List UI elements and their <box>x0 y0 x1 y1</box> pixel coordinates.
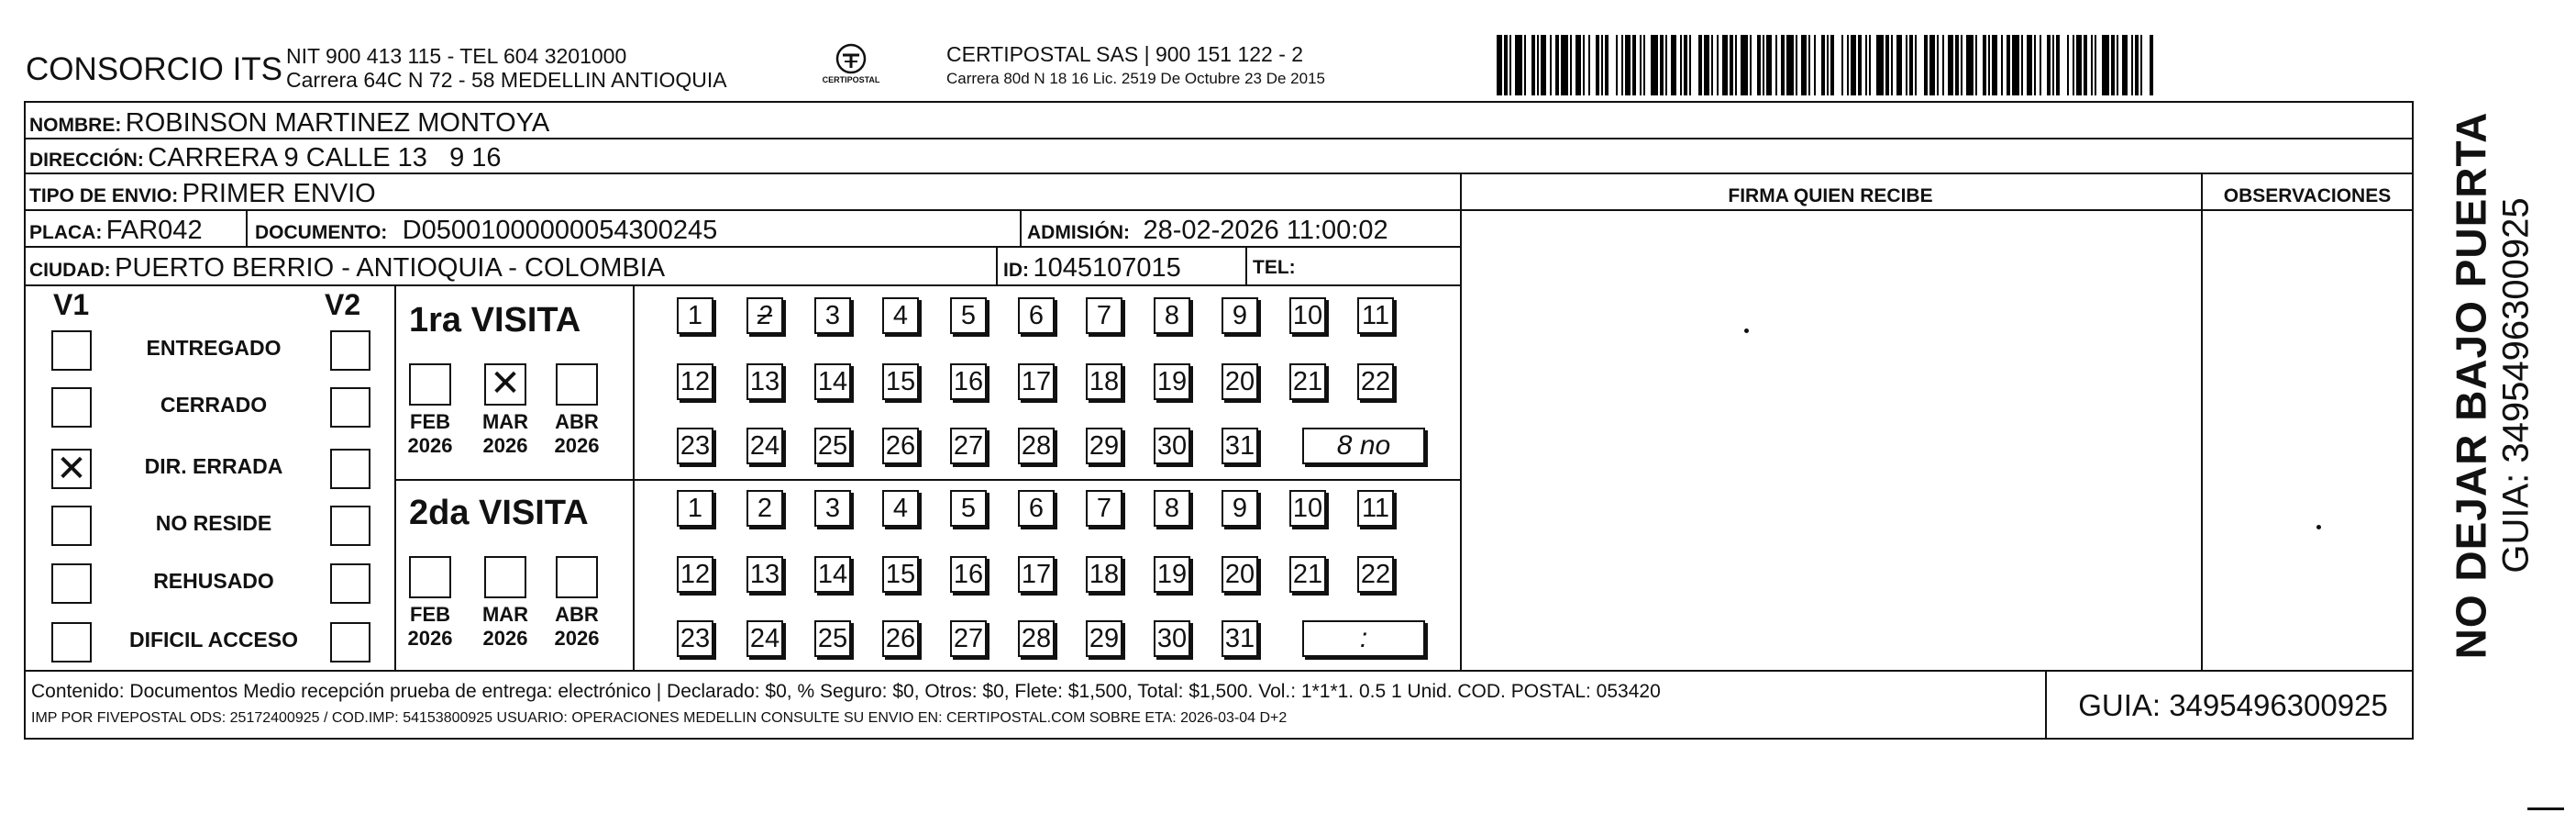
day-box[interactable]: 6 <box>1018 297 1055 334</box>
day-box[interactable]: 24 <box>746 428 783 464</box>
barcode-bar <box>2012 35 2019 95</box>
side-guia-text: GUIA: 3495496300925 <box>2495 197 2537 573</box>
day-box[interactable]: 9 <box>1222 490 1258 527</box>
barcode-bar <box>2076 35 2082 95</box>
barcode-bar <box>1684 35 1687 95</box>
day-box[interactable]: 6 <box>1018 490 1055 527</box>
day-box[interactable]: 29 <box>1086 620 1122 657</box>
barcode-bar <box>1988 35 1990 95</box>
month-year: 2026 <box>407 627 453 650</box>
day-box[interactable]: 26 <box>882 620 919 657</box>
day-box[interactable]: 27 <box>950 620 987 657</box>
month-year: 2026 <box>482 434 528 457</box>
barcode-bar <box>2007 35 2010 95</box>
status-option-label: DIFICIL ACCESO <box>128 628 298 651</box>
company-name: CONSORCIO ITS <box>26 51 283 87</box>
barcode-bar <box>1561 35 1568 95</box>
barcode-bar <box>1885 35 1889 95</box>
edge-mark <box>2527 807 2564 810</box>
barcode-bar <box>1858 35 1862 95</box>
day-box[interactable]: 8 <box>1154 297 1190 334</box>
mark-dot <box>1744 328 1749 333</box>
direccion-label: DIRECCIÓN: <box>29 150 144 171</box>
day-box[interactable]: 20 <box>1222 363 1258 400</box>
day-box[interactable]: 7 <box>1086 490 1122 527</box>
v2-checkbox[interactable] <box>330 330 370 371</box>
barcode-bar <box>2067 35 2069 95</box>
month-checkbox[interactable] <box>556 363 598 406</box>
barcode-bar <box>1570 35 1572 95</box>
v1-checkbox[interactable]: ✕ <box>51 449 92 489</box>
ciudad-value: PUERTO BERRIO - ANTIOQUIA - COLOMBIA <box>115 253 666 283</box>
documento-value: D05001000000054300245 <box>402 216 718 245</box>
day-box[interactable]: 15 <box>882 556 919 593</box>
day-box[interactable]: 22 <box>1357 556 1394 593</box>
day-box[interactable]: 21 <box>1289 363 1326 400</box>
barcode-bar <box>2095 35 2096 95</box>
barcode-bar <box>1869 35 1871 95</box>
observaciones-label: OBSERVACIONES <box>2223 185 2392 206</box>
no-dejar-text: NO DEJAR BAJO PUERTA <box>2447 111 2495 660</box>
month-checkbox[interactable] <box>484 556 526 598</box>
barcode-bar <box>1865 35 1867 95</box>
barcode-bar <box>1504 35 1508 95</box>
footer-content: Contenido: Documentos Medio recepción prueba de entrega: electrónico | Declarado: $0, % Seguro: $0, Otros: $0, Flete: $1,500, Total: $1,500. Vol.: 1*1*1. 0.5 1 Unid. COD. POSTAL: 053420 <box>31 681 1661 702</box>
day-box[interactable]: 16 <box>950 556 987 593</box>
month-checkbox[interactable]: ✕ <box>484 363 526 406</box>
certipostal-logo <box>822 40 880 92</box>
barcode-bar <box>1555 35 1559 95</box>
day-box[interactable]: 25 <box>814 620 851 657</box>
barcode-bar <box>2117 35 2118 95</box>
v2-checkbox[interactable] <box>330 506 370 546</box>
barcode-bar <box>1524 35 1526 95</box>
day-box[interactable]: 12 <box>677 556 713 593</box>
barcode-bar <box>1896 35 1902 95</box>
logo-text: CERTIPOSTAL <box>822 75 880 84</box>
barcode-bar <box>2102 35 2109 95</box>
status-option-label: REHUSADO <box>153 569 274 593</box>
v2-checkbox[interactable] <box>330 449 370 489</box>
barcode-bar <box>1665 35 1667 95</box>
direccion-value: CARRERA 9 CALLE 13 9 16 <box>148 143 502 173</box>
barcode-bar <box>2034 35 2036 95</box>
visit-title: 1ra VISITA <box>409 301 581 340</box>
nombre-value: ROBINSON MARTINEZ MONTOYA <box>125 108 550 138</box>
barcode-bar <box>1550 35 1552 95</box>
day-box[interactable]: 22 <box>1357 363 1394 400</box>
barcode-bar <box>1583 35 1585 95</box>
day-box[interactable]: 11 <box>1357 297 1394 334</box>
day-box[interactable]: 16 <box>950 363 987 400</box>
barcode-bar <box>2001 35 2003 95</box>
day-box[interactable]: 24 <box>746 620 783 657</box>
day-box[interactable]: 29 <box>1086 428 1122 464</box>
day-box[interactable]: 4 <box>882 297 919 334</box>
barcode-bar <box>1966 35 1973 95</box>
status-option-label: CERRADO <box>160 393 268 417</box>
nombre-label: NOMBRE: <box>29 115 122 136</box>
status-option-label: ENTREGADO <box>146 336 282 360</box>
barcode-bar <box>1575 35 1581 95</box>
day-box[interactable]: 13 <box>746 556 783 593</box>
v1-checkbox[interactable] <box>51 506 92 546</box>
month-checkbox[interactable] <box>409 556 451 598</box>
certipostal-info: CERTIPOSTAL SAS | 900 151 122 - 2 <box>946 42 1304 66</box>
barcode-bar <box>1942 35 1944 95</box>
barcode-bar <box>1730 35 1733 95</box>
barcode-bar <box>1735 35 1737 95</box>
month-checkbox[interactable] <box>409 363 451 406</box>
barcode-bar <box>1929 35 1935 95</box>
barcode-bar <box>1605 35 1609 95</box>
day-box[interactable]: 1 <box>677 297 713 334</box>
barcode-bar <box>1961 35 1962 95</box>
barcode-bar <box>1906 35 1907 95</box>
status-option-label: DIR. ERRADA <box>144 454 283 478</box>
barcode-bar <box>1801 35 1807 95</box>
day-box[interactable]: 3 <box>814 297 851 334</box>
barcode-bar <box>1621 35 1623 95</box>
v2-checkbox[interactable] <box>330 622 370 663</box>
barcode-bar <box>2073 35 2074 95</box>
barcode-bar <box>1948 35 1953 95</box>
barcode-bar <box>1924 35 1928 95</box>
barcode-bar <box>1671 35 1676 95</box>
day-box[interactable]: 21 <box>1289 556 1326 593</box>
barcode-bar <box>1750 35 1752 95</box>
barcode-bar <box>1909 35 1913 95</box>
day-box[interactable]: 18 <box>1086 556 1122 593</box>
v2-checkbox[interactable] <box>330 563 370 604</box>
v1-checkbox[interactable] <box>51 622 92 663</box>
certipostal-license: Carrera 80d N 18 16 Lic. 2519 De Octubre 23 De 2015 <box>946 70 1325 87</box>
barcode-bar <box>1704 35 1709 95</box>
tel-label: TEL: <box>1253 257 1296 278</box>
barcode-bar <box>1588 35 1590 95</box>
company-nit: NIT 900 413 115 - TEL 604 3201000 <box>286 44 627 68</box>
day-box[interactable]: 25 <box>814 428 851 464</box>
v1-checkbox[interactable] <box>51 563 92 604</box>
day-box[interactable]: 10 <box>1289 297 1326 334</box>
firma-label: FIRMA QUIEN RECIBE <box>1728 185 1933 206</box>
barcode-bar <box>1763 35 1764 95</box>
admision-label: ADMISIÓN: <box>1027 222 1130 243</box>
day-box[interactable]: 27 <box>950 428 987 464</box>
barcode-bar <box>2135 35 2139 95</box>
barcode-bar <box>1711 35 1713 95</box>
month-name: FEB <box>410 410 450 433</box>
month-year: 2026 <box>407 434 453 457</box>
day-box[interactable]: 14 <box>814 363 851 400</box>
month-year: 2026 <box>554 434 600 457</box>
barcode-bar <box>1596 35 1599 95</box>
day-box[interactable]: 30 <box>1154 620 1190 657</box>
barcode-bar <box>1643 35 1645 95</box>
barcode-bar <box>1741 35 1748 95</box>
month-name: FEB <box>410 603 450 626</box>
barcode-bar <box>1640 35 1642 95</box>
barcode-bar <box>2047 35 2051 95</box>
day-box[interactable]: 3 <box>814 490 851 527</box>
barcode-bar <box>1975 35 1977 95</box>
day-box[interactable]: 5 <box>950 297 987 334</box>
barcode-bar <box>1616 35 1618 95</box>
day-box[interactable]: 1 <box>677 490 713 527</box>
day-box[interactable]: 10 <box>1289 490 1326 527</box>
v1-checkbox[interactable] <box>51 330 92 371</box>
admision-value: 28-02-2026 11:00:02 <box>1143 216 1388 245</box>
barcode-bar <box>1796 35 1797 95</box>
barcode-bar <box>1851 35 1856 95</box>
barcode-bar <box>1541 35 1546 95</box>
day-box[interactable]: 18 <box>1086 363 1122 400</box>
v1-checkbox[interactable] <box>51 387 92 428</box>
barcode-bar <box>1937 35 1939 95</box>
tipo-envio-label: TIPO DE ENVIO: <box>29 185 179 206</box>
tipo-envio-value: PRIMER ENVIO <box>182 179 376 208</box>
day-box[interactable]: 31 <box>1222 428 1258 464</box>
day-box[interactable]: 12 <box>677 363 713 400</box>
side-warning <box>2423 111 2560 660</box>
day-box[interactable]: 7 <box>1086 297 1122 334</box>
month-name: MAR <box>481 603 529 626</box>
day-box[interactable]: 19 <box>1154 556 1190 593</box>
barcode-bar <box>1515 35 1522 95</box>
barcode-bar <box>1531 35 1535 95</box>
barcode-bar <box>1781 35 1785 95</box>
day-box[interactable]: 17 <box>1018 556 1055 593</box>
month-year: 2026 <box>554 627 600 650</box>
barcode-bar <box>1722 35 1728 95</box>
barcode-bar <box>2140 35 2142 95</box>
barcode-bar <box>2091 35 2093 95</box>
barcode-bar <box>1992 35 1997 95</box>
barcode-bar <box>2040 35 2041 95</box>
barcode-bar <box>1955 35 1959 95</box>
month-name: ABR <box>555 603 599 626</box>
day-box[interactable]: 17 <box>1018 363 1055 400</box>
ciudad-label: CIUDAD: <box>29 260 111 281</box>
barcode-bar <box>1827 35 1829 95</box>
barcode-bar <box>1660 35 1664 95</box>
footer-guia: GUIA: 3495496300925 <box>2078 688 2388 722</box>
day-box[interactable]: 13 <box>746 363 783 400</box>
barcode-bar <box>1717 35 1719 95</box>
day-box[interactable]: 20 <box>1222 556 1258 593</box>
day-box[interactable]: 28 <box>1018 428 1055 464</box>
day-box[interactable]: 14 <box>814 556 851 593</box>
barcode-bar <box>1841 35 1843 95</box>
barcode-bar <box>2056 35 2060 95</box>
barcode-bar <box>2084 35 2087 95</box>
day-box[interactable]: 28 <box>1018 620 1055 657</box>
placa-value: FAR042 <box>105 216 203 245</box>
day-box[interactable]: 26 <box>882 428 919 464</box>
time-box[interactable]: : <box>1302 620 1425 657</box>
barcode-bar <box>1876 35 1884 95</box>
barcode-bar <box>1814 35 1816 95</box>
barcode-bar <box>1632 35 1636 95</box>
visit-title: 2da VISITA <box>409 494 589 532</box>
barcode-bar <box>1808 35 1810 95</box>
barcode-bar <box>1698 35 1702 95</box>
month-name: MAR <box>481 410 529 433</box>
day-box[interactable]: 9 <box>1222 297 1258 334</box>
day-box[interactable]: 8 <box>1154 490 1190 527</box>
barcode-bar <box>2027 35 2032 95</box>
barcode-bar <box>2021 35 2023 95</box>
barcode-bar <box>1625 35 1631 95</box>
barcode-bar <box>1651 35 1658 95</box>
barcode-bar <box>1821 35 1825 95</box>
barcode-bar <box>1537 35 1539 95</box>
barcode-bar <box>1786 35 1794 95</box>
month-year: 2026 <box>482 627 528 650</box>
barcode-bar <box>1757 35 1761 95</box>
day-box[interactable]: 11 <box>1357 490 1394 527</box>
day-box[interactable]: 31 <box>1222 620 1258 657</box>
barcode <box>1497 35 2157 95</box>
v1-label: V1 <box>53 288 90 321</box>
placa-label: PLACA: <box>29 222 103 243</box>
barcode-bar <box>1601 35 1603 95</box>
barcode-bar <box>2111 35 2115 95</box>
id-label: ID: <box>1003 260 1029 281</box>
month-checkbox[interactable] <box>556 556 598 598</box>
barcode-bar <box>1847 35 1849 95</box>
v2-checkbox[interactable] <box>330 387 370 428</box>
day-box[interactable]: 2 <box>746 297 783 334</box>
barcode-bar <box>1891 35 1893 95</box>
barcode-bar <box>1509 35 1511 95</box>
barcode-bar <box>2052 35 2054 95</box>
status-option-label: NO RESIDE <box>155 511 272 535</box>
barcode-bar <box>2131 35 2133 95</box>
month-name: ABR <box>555 410 599 433</box>
day-box[interactable]: 15 <box>882 363 919 400</box>
day-box[interactable]: 23 <box>677 620 713 657</box>
barcode-bar <box>1775 35 1777 95</box>
barcode-bar <box>1680 35 1682 95</box>
v2-label: V2 <box>325 288 361 321</box>
company-address: Carrera 64C N 72 - 58 MEDELLIN ANTIOQUIA <box>286 68 727 92</box>
mark-dot <box>2316 525 2321 529</box>
barcode-bar <box>2122 35 2128 95</box>
barcode-bar <box>1689 35 1691 95</box>
day-box[interactable]: 19 <box>1154 363 1190 400</box>
day-box[interactable]: 23 <box>677 428 713 464</box>
id-value: 1045107015 <box>1033 253 1181 283</box>
barcode-bar <box>1983 35 1986 95</box>
barcode-bar <box>1830 35 1834 95</box>
footer-print-info: IMP POR FIVEPOSTAL ODS: 25172400925 / COD.IMP: 54153800925 USUARIO: OPERACIONES MEDELLIN CONSULTE SU ENVIO EN: CERTIPOSTAL.COM SOBRE ETA: 2026-03-04 D+2 <box>31 710 1288 726</box>
time-box[interactable]: 8 no <box>1302 428 1425 464</box>
day-box[interactable]: 5 <box>950 490 987 527</box>
documento-label: DOCUMENTO: <box>255 222 388 243</box>
day-box[interactable]: 30 <box>1154 428 1190 464</box>
day-box[interactable]: 2 <box>746 490 783 527</box>
barcode-bar <box>2150 35 2153 95</box>
barcode-bar <box>1766 35 1772 95</box>
day-box[interactable]: 4 <box>882 490 919 527</box>
barcode-bar <box>1915 35 1917 95</box>
barcode-bar <box>1497 35 1502 95</box>
